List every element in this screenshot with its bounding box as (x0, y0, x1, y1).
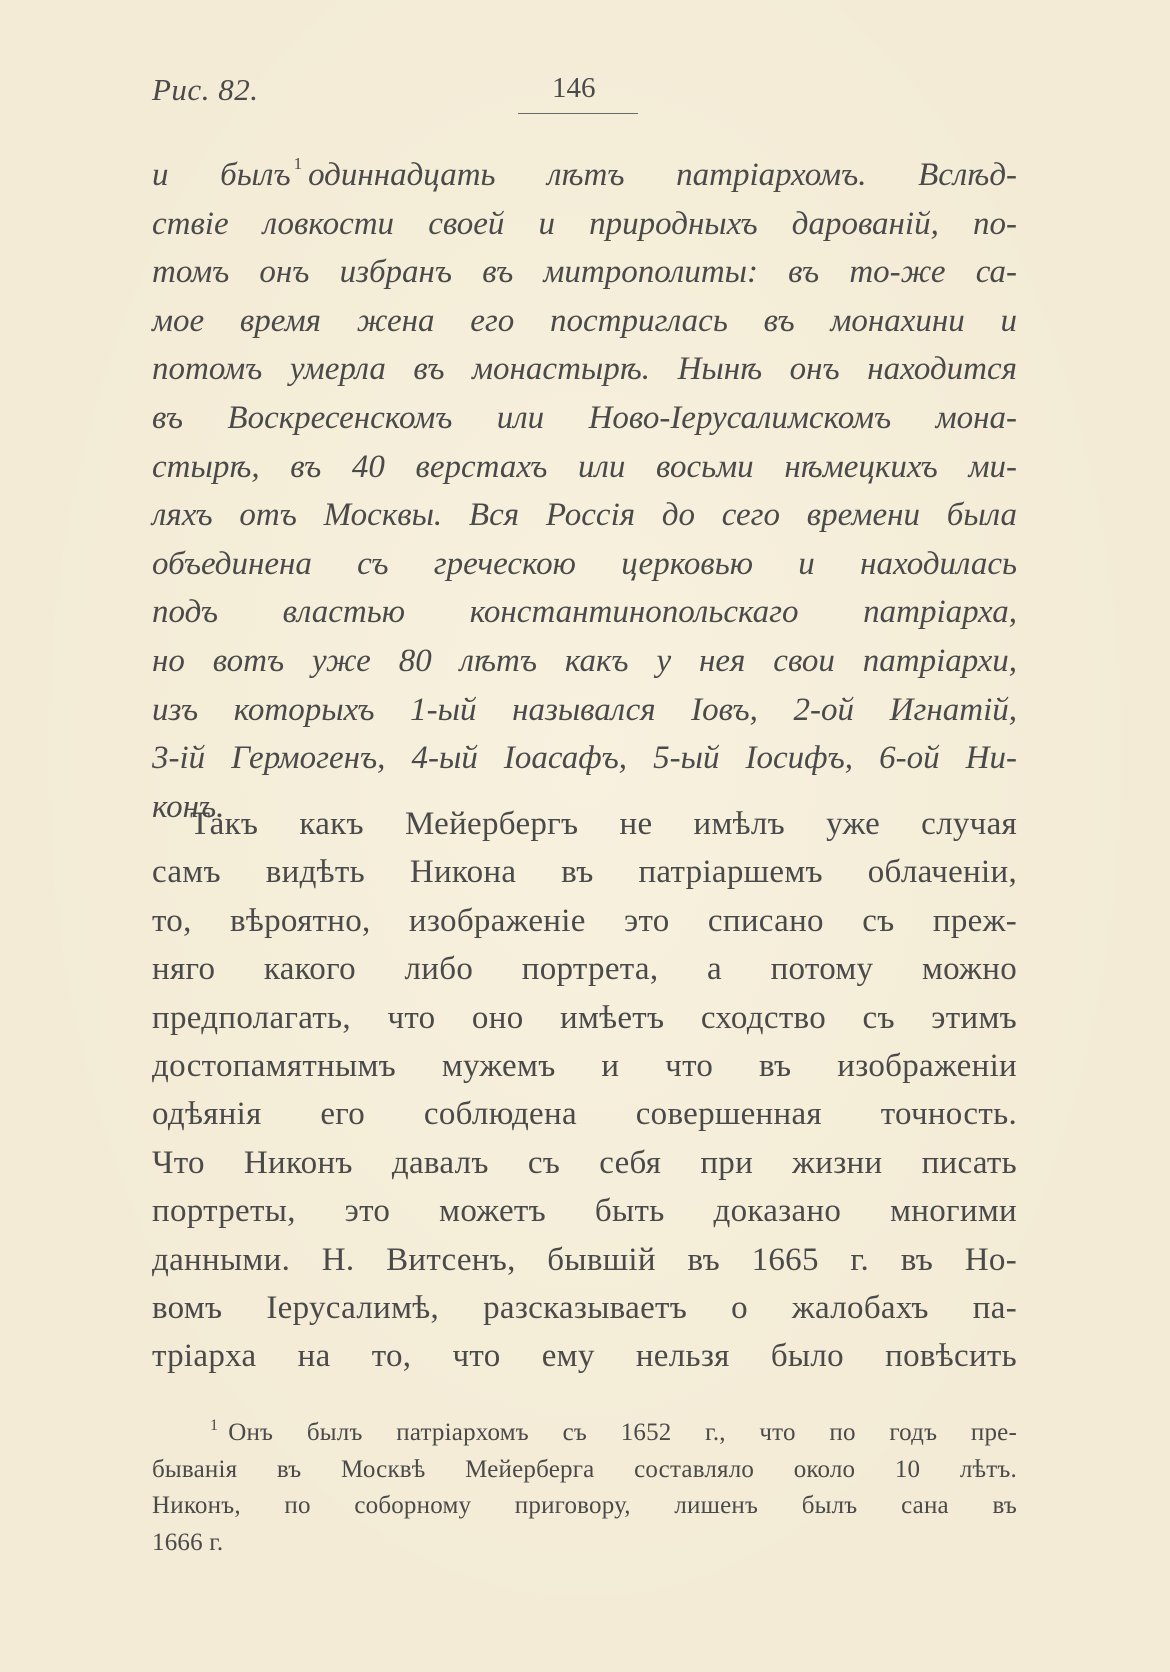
text-line: портреты, это можетъ быть доказано многими (152, 1193, 1017, 1230)
text-line: 3-ій Гермогенъ, 4-ый Іоасафъ, 5-ый Іосифъ, 6-ой Ни- (152, 740, 1017, 777)
text-line: объединена съ греческою церковью и находилась (152, 545, 1017, 582)
page-number: 146 (552, 72, 596, 104)
footnote-line: Никонъ, по соборному приговору, лишенъ былъ сана въ (152, 1492, 1017, 1519)
text-line: томъ онъ избранъ въ митрополиты: въ то-же са- (152, 254, 1017, 291)
text-line: стырѣ, въ 40 верстахъ или восьми нѣмецкихъ ми- (152, 448, 1017, 485)
text-line: но вотъ уже 80 лѣтъ какъ у нея свои патріархи, (152, 642, 1017, 679)
text-line: ляхъ отъ Москвы. Вся Россія до сего времени была (152, 497, 1017, 534)
text-line: достопамятнымъ мужемъ и что въ изображеніи (152, 1048, 1017, 1085)
footnote-reference: 1 (293, 154, 303, 173)
text-line: подъ властью константинопольскаго патріарха, (152, 594, 1017, 631)
text-line: конъ. (152, 788, 225, 825)
text-line: ствіе ловкости своей и природныхъ дарованій, по- (152, 205, 1017, 242)
text-line (152, 140, 1017, 200)
text-line: предполагать, что оно имѣетъ сходство съ этимъ (152, 999, 1017, 1036)
text-line: тріарха на то, что ему нельзя было повѣсить (152, 1338, 1017, 1375)
main-paragraph (152, 800, 1017, 1381)
text-line-start: и былъ (152, 157, 291, 193)
text-line: потомъ умерла въ монастырѣ. Нынѣ онъ находится (152, 351, 1017, 388)
text-line: мое время жена его постриглась въ монахини и (152, 302, 1017, 339)
text-line: няго какого либо портрета, а потому можно (152, 951, 1017, 988)
italic-passage (152, 140, 1017, 831)
page-header (152, 72, 1012, 122)
text-line: въ Воскресенскомъ или Ново-Іерусалимскомъ мона- (152, 399, 1017, 436)
text-line: изъ которыхъ 1-ый назывался Іовъ, 2-ой Игнатій, (152, 691, 1017, 728)
text-line: то, вѣроятно, изображеніе это списано съ преж- (152, 902, 1017, 939)
text-line: Что Никонъ давалъ съ себя при жизни писать (152, 1144, 1017, 1181)
footnote-line: быванія въ Москвѣ Мейерберга составляло около 10 лѣтъ. (152, 1455, 1017, 1483)
figure-reference: Рис. 82. (152, 72, 259, 107)
footnote-line-text: Онъ былъ патріархомъ съ 1652 г., что по годъ пре- (228, 1419, 1017, 1446)
text-line-rest: одиннадцать лѣтъ патріархомъ. Вслѣд- (308, 157, 1017, 193)
text-line: одѣянія его соблюдена совершенная точность. (152, 1096, 1017, 1133)
footnote-marker: 1 (210, 1417, 219, 1434)
text-line: данными. Н. Витсенъ, бывшій въ 1665 г. въ Но- (152, 1241, 1017, 1278)
text-line: вомъ Іерусалимѣ, разсказываетъ о жалобахъ па- (152, 1290, 1017, 1327)
footnote-line: 1666 г. (152, 1528, 224, 1556)
text-line: самъ видѣть Никона въ патріаршемъ облаченіи, (152, 854, 1017, 891)
footnote (152, 1408, 1017, 1561)
header-rule (518, 113, 638, 114)
footnote-line (152, 1408, 1017, 1452)
text-line: Такъ какъ Мейербергъ не имѣлъ уже случая (190, 806, 1017, 842)
